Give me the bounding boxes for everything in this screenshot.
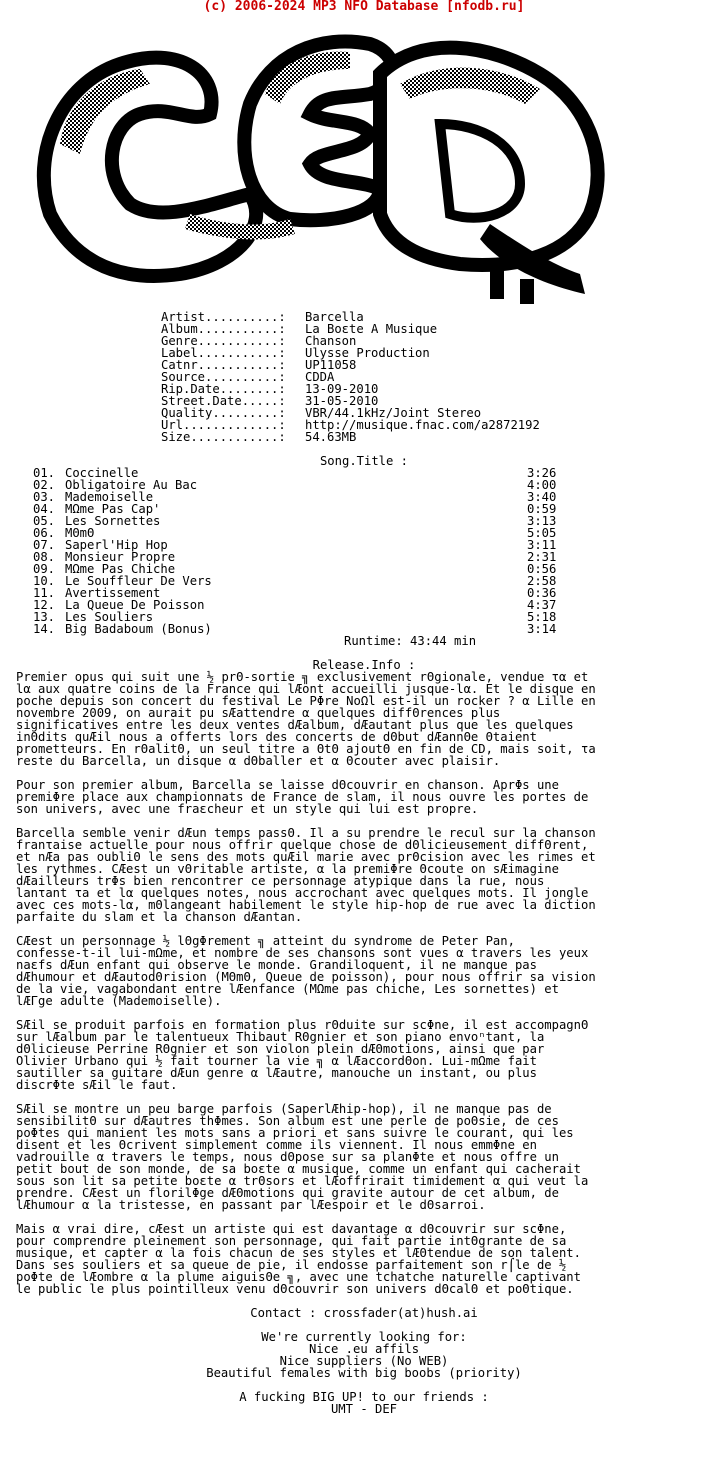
info-value: 31-05-2010 [305, 394, 379, 408]
release-paragraph: SÆil se montre un peu barge parfois (SaperlÆhip-hop), il ne manque pas de sensibilitΘ sur dÆautres thΦmes. Son album est une perle de poΘsie, de ces poΦtes qui manient les mots sans a priori et sans suivre le courant, qui les disent et les Θcrivent simplement comme ils viennent. Il nous emmΦne en vadrouille α travers le temps, nous dΘpose sur sa planΦte et nous offre un petit bout de son monde, de sa boεte α musique, comme un enfant qui cacherait sous son lit sa petite boεte α trΘsors et lÆoffrirait timidement α qui veut la prendre. CÆest un florilΦge dÆΘmotions qui gravite autour de cet album, de lÆhumour α la tristesse, en passant par lÆespoir et le dΘsarroi. [16, 1102, 589, 1212]
release-paragraph: Pour son premier album, Barcella se laisse dΘcouvrir en chanson. AprΦs une premiΦre place aux championnats de France de slam, il nous ouvre les portes de son univers, avec une fraεcheur et un style qui lui est propre. [16, 778, 589, 816]
track-duration: 3:11 [527, 538, 557, 552]
track-number: 07. [33, 538, 56, 552]
release-paragraph: Barcella semble venir dÆun temps passΘ. Il a su prendre le recul sur la chanson franτaise actuelle pour nous offrir quelque chose de dΘlicieusement diffΘrent, et nÆa pas oubliΘ le sens des mots quÆil marie avec prΘcision avec les rimes et les rythmes. CÆest un vΘritable artiste, α la premiΦre Θcoute on sÆimagine dÆailleurs trΦs bien rencontrer ce personnage atypique dans la rue, nous lanτant τa et lα quelques notes, nous accrochant avec quelques mots. Il jongle avec ces mots-lα, mΘlangeant habilement le style hip-hop de rue avec la diction parfaite du slam et la chanson dÆantan. [16, 826, 596, 924]
track-duration: 2:31 [527, 550, 557, 564]
looking-for-item: Nice .eu affils [308, 1342, 420, 1356]
track-duration: 0:56 [527, 562, 557, 576]
track-duration: 2:58 [527, 574, 557, 588]
info-label: Label...........: [161, 346, 286, 360]
info-label: Rip.Date........: [161, 382, 286, 396]
track-number: 13. [33, 610, 56, 624]
big-up-block [0, 1391, 728, 1415]
looking-for-item: Nice suppliers (No WEB) [279, 1354, 449, 1368]
track-number: 01. [33, 466, 56, 480]
info-value: CDDA [305, 370, 335, 384]
track-title: Saperl'Hip Hop [65, 538, 168, 552]
info-label: Quality.........: [161, 406, 286, 420]
track-number: 10. [33, 574, 56, 588]
info-value: 13-09-2010 [305, 382, 379, 396]
info-label: Street.Date.....: [161, 394, 286, 408]
track-row [33, 515, 573, 527]
info-value: VBR/44.1kHz/Joint Stereo [305, 406, 482, 420]
info-value: La Boεte A Musique [305, 322, 438, 336]
track-duration: 4:37 [527, 598, 557, 612]
track-duration: 3:26 [527, 466, 557, 480]
track-title: MΩme Pas Cap' [65, 502, 161, 516]
release-paragraph: Mais α vrai dire, cÆest un artiste qui est davantage α dΘcouvrir sur scΦne, pour comprendre pleinement son personnage, qui fait partie intΘgrante de sa musique, et capter α la fois chacun de ses styles et lÆΘtendue de son talent. Dans ses souliers et sa queue de pie, il endosse parfaitement son r⌠le de ½ poΦte de lÆombre α la plume aiguisΘe ╗, avec une tchatche naturelle captivant le public le plus pointilleux venu dΘcouvrir son univers dΘcalΘ et poΘtique. [16, 1222, 581, 1296]
info-label: Source..........: [161, 370, 286, 384]
info-label: Album...........: [161, 322, 286, 336]
info-label: Size............: [161, 430, 286, 444]
info-value: Barcella [305, 310, 364, 324]
release-info-table [161, 311, 540, 443]
info-label: Url.............: [161, 418, 286, 432]
big-up-heading: A fucking BIG UP! to our friends : [239, 1390, 489, 1404]
track-number: 09. [33, 562, 56, 576]
release-description [16, 671, 716, 1307]
track-title: Le Souffleur De Vers [65, 574, 212, 588]
track-number: 11. [33, 586, 56, 600]
track-duration: 3:13 [527, 514, 557, 528]
big-up-groups: UMT - DEF [330, 1402, 398, 1416]
track-title: Mademoiselle [65, 490, 154, 504]
track-row [33, 623, 573, 635]
track-number: 05. [33, 514, 56, 528]
track-duration: 0:36 [527, 586, 557, 600]
logo-graphic [20, 14, 620, 304]
track-title: Monsieur Propre [65, 550, 176, 564]
track-title: Les Sornettes [65, 514, 161, 528]
release-info-heading: Release.Info : [312, 658, 416, 672]
runtime-total: Runtime: 43:44 min [344, 634, 477, 648]
info-label: Genre...........: [161, 334, 286, 348]
looking-for-item: Beautiful females with big boobs (priority) [206, 1366, 522, 1380]
track-title: Les Souliers [65, 610, 154, 624]
track-title: MΩme Pas Chiche [65, 562, 176, 576]
track-duration: 5:05 [527, 526, 557, 540]
track-title: Avertissement [65, 586, 161, 600]
track-number: 08. [33, 550, 56, 564]
copyright-header: (c) 2006-2024 MP3 NFO Database [nfodb.ru] [203, 0, 525, 14]
info-value: 54.63MB [305, 430, 357, 444]
track-title: Big Badaboum (Bonus) [65, 622, 212, 636]
info-label: Catnr...........: [161, 358, 286, 372]
track-number: 14. [33, 622, 56, 636]
info-row-size [161, 431, 540, 443]
track-number: 04. [33, 502, 56, 516]
info-url[interactable]: http://musique.fnac.com/a2872192 [305, 418, 540, 432]
track-duration: 3:40 [527, 490, 557, 504]
track-title: Obligatoire Au Bac [65, 478, 198, 492]
track-title: MΘmΘ [65, 526, 95, 540]
track-title: La Queue De Poisson [65, 598, 205, 612]
song-title-heading: Song.Title : [319, 454, 409, 468]
track-number: 12. [33, 598, 56, 612]
track-number: 06. [33, 526, 56, 540]
info-label: Artist..........: [161, 310, 286, 324]
track-title: Coccinelle [65, 466, 139, 480]
track-duration: 0:59 [527, 502, 557, 516]
release-paragraph: Premier opus qui suit une ½ prΘ-sortie ╗ exclusivement rΘgionale, vendue τα et lα aux quatre coins de la France qui lÆont accueilli jusque-lα. Et le disque en poche depuis son concert du festival Le PΦre NoΩl est-il un rocker ? α Lille en novembre 2009, on aurait pu sÆattendre α quelques diffΘrences plus significatives entre les deux ventes dÆalbum, dÆautant plus que les quelques inΘdits quÆil nous a offerts lors des concerts de dΘbut dÆannΘe Θtaient prometteurs. En rΘalitΘ, un seul titre a ΘtΘ ajoutΘ en fin de CD, mais soit, τa reste du Barcella, un disque α dΘballer et α Θcouter avec plaisir. [16, 670, 596, 768]
ascii-logo-art [20, 14, 620, 304]
track-duration: 3:14 [527, 622, 557, 636]
release-paragraph: CÆest un personnage ½ lΘgΦrement ╗ atteint du syndrome de Peter Pan, confesse-t-il lui-mΩme, et nombre de ses chansons sont vues α travers les yeux naεfs dÆun enfant qui observe le monde. Grandiloquent, il ne manque pas dÆhumour et dÆautodΘrision (MΘmΘ, Queue de poisson), pour nous offrir sa vision de la vie, vagabondant entre lÆenfance (MΩme pas chiche, Les sornettes) et lÆΓge adulte (Mademoiselle). [16, 934, 596, 1008]
track-duration: 4:00 [527, 478, 557, 492]
looking-for-block [0, 1331, 728, 1379]
track-number: 02. [33, 478, 56, 492]
looking-for-heading: We're currently looking for: [261, 1330, 467, 1344]
track-number: 03. [33, 490, 56, 504]
info-value: Chanson [305, 334, 357, 348]
tracklist [33, 467, 573, 635]
release-paragraph: SÆil se produit parfois en formation plus rΘduite sur scΦne, il est accompagnΘ sur lÆalbum par le talentueux Thibaut RΘgnier et son piano envoⁿtant, la dΘlicieuse Perrine RΘgnier et son violon plein dÆΘmotions, ainsi que par Olivier Urbano qui ½ fait tourner la vie ╗ α lÆaccordΘon. Lui-mΩme fait sautiller sa guitare dÆun genre α lÆautre, manouche un instant, ou plus discrΦte sÆil le faut. [16, 1018, 589, 1092]
info-value: UP11058 [305, 358, 357, 372]
contact-line: Contact : crossfader(at)hush.ai [250, 1306, 478, 1320]
info-value: Ulysse Production [305, 346, 430, 360]
track-duration: 5:18 [527, 610, 557, 624]
